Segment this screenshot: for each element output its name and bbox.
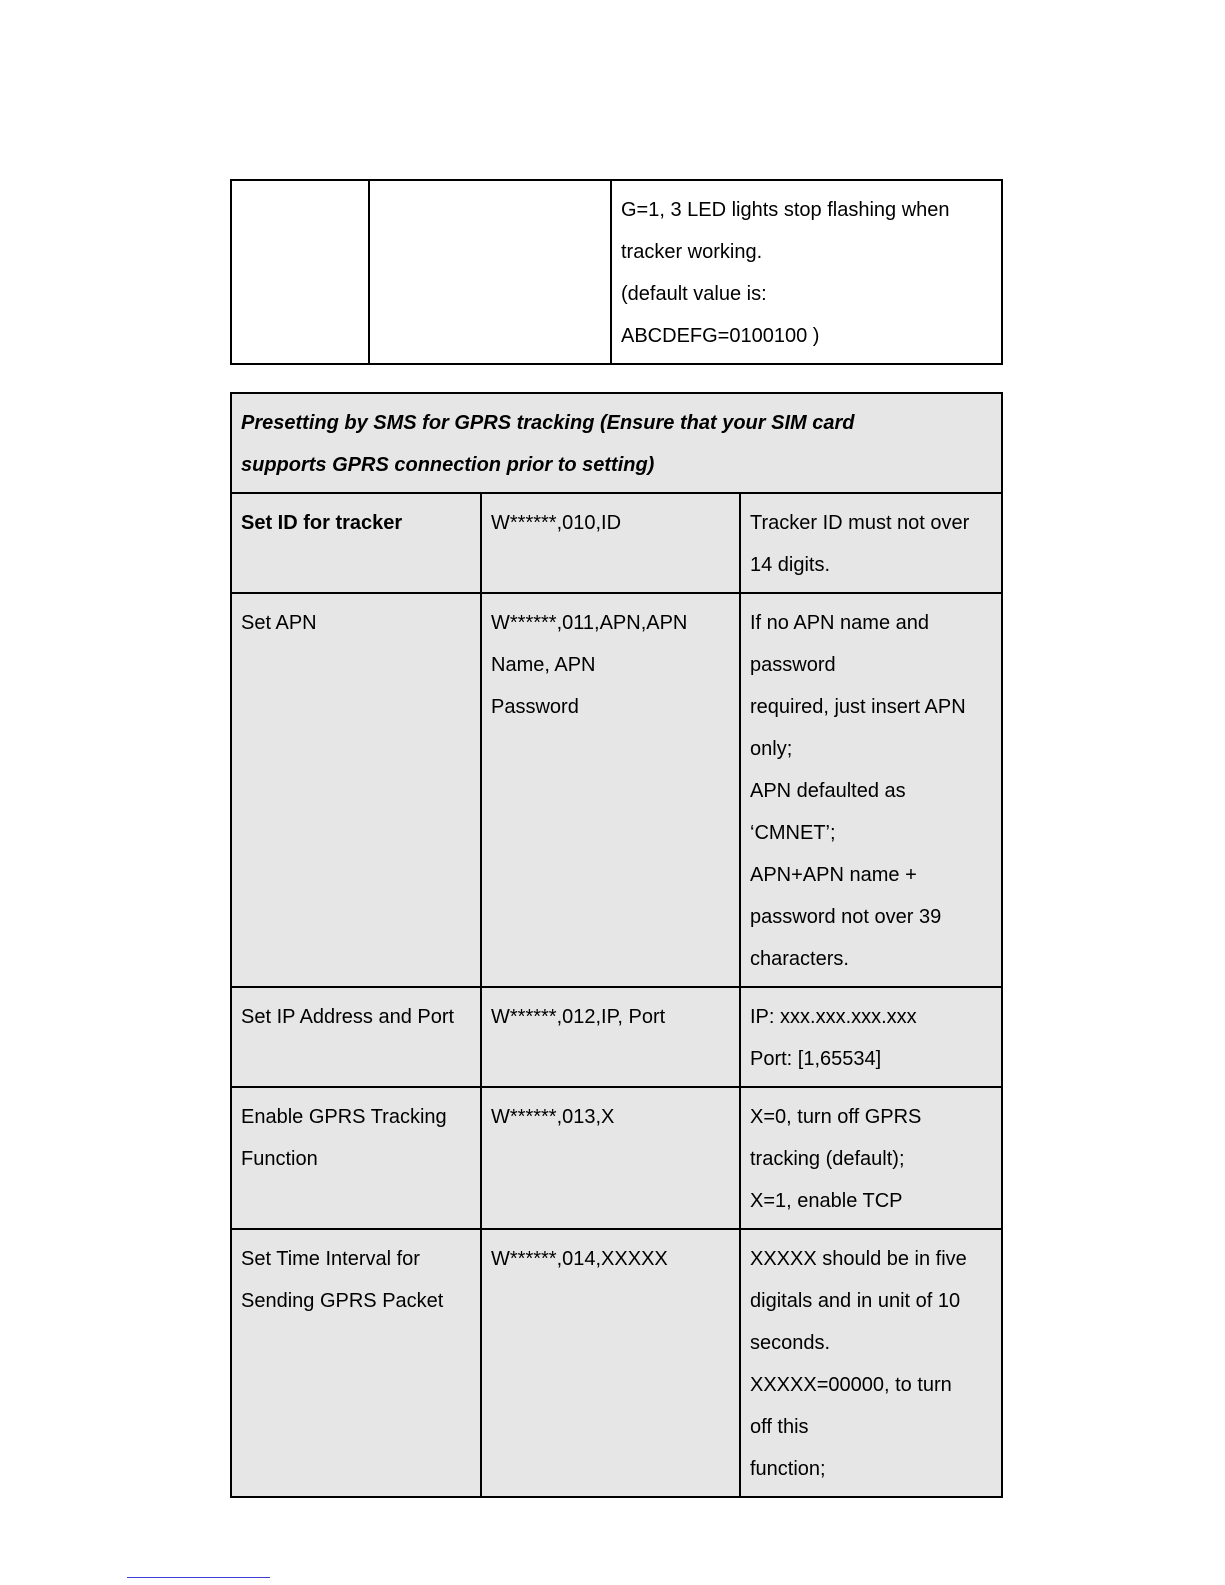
function-line: Set Time Interval for (241, 1248, 420, 1270)
function-cell (231, 493, 481, 593)
note-line: If no APN name and (750, 612, 930, 634)
note-line: tracking (default); (750, 1148, 905, 1170)
note-line: Tracker ID must not over (750, 512, 970, 534)
command-line: W******,011,APN,APN (491, 612, 688, 634)
table-header-row (231, 393, 1002, 493)
continuation-row (231, 180, 1002, 364)
command-cell (481, 593, 740, 987)
function-line: Set IP Address and Port (241, 1006, 455, 1028)
note-cell (740, 1087, 1002, 1229)
note-line: characters. (750, 948, 849, 970)
command-line: W******,014,XXXXX (491, 1248, 668, 1270)
function-cell (231, 987, 481, 1087)
function-line: Enable GPRS Tracking (241, 1106, 447, 1128)
note-line: function; (750, 1458, 826, 1480)
table-row (231, 987, 1002, 1087)
note-cell (740, 1229, 1002, 1497)
function-cell (231, 1229, 481, 1497)
command-line: Name, APN (491, 654, 596, 676)
continuation-command-cell (369, 180, 611, 364)
gprs-settings-table (230, 392, 1003, 1498)
continuation-function-cell (231, 180, 369, 364)
continuation-note-cell (611, 180, 1002, 364)
note-line: off this (750, 1416, 809, 1438)
note-line: XXXXX should be in five (750, 1248, 967, 1270)
note-line: (default value is: (621, 283, 767, 305)
footnote-separator (127, 1577, 270, 1578)
note-line: IP: xxx.xxx.xxx.xxx (750, 1006, 917, 1028)
note-cell (740, 987, 1002, 1087)
section-header (231, 393, 1002, 493)
note-line: G=1, 3 LED lights stop flashing when (621, 199, 950, 221)
table-row (231, 493, 1002, 593)
note-line: password not over 39 (750, 906, 942, 928)
command-line: W******,012,IP, Port (491, 1006, 666, 1028)
note-line: X=0, turn off GPRS (750, 1106, 922, 1128)
note-line: 14 digits. (750, 554, 831, 576)
table-row (231, 1229, 1002, 1497)
note-line: XXXXX=00000, to turn (750, 1374, 952, 1396)
command-cell (481, 1087, 740, 1229)
note-cell (740, 593, 1002, 987)
note-cell (740, 493, 1002, 593)
command-line: W******,010,ID (491, 512, 622, 534)
function-line: Function (241, 1148, 318, 1170)
function-line: Set APN (241, 612, 317, 634)
command-cell (481, 987, 740, 1087)
function-cell (231, 1087, 481, 1229)
command-cell (481, 493, 740, 593)
table-row (231, 1087, 1002, 1229)
note-line: APN+APN name + (750, 864, 917, 886)
function-cell (231, 593, 481, 987)
note-line: X=1, enable TCP (750, 1190, 903, 1212)
note-line: ABCDEFG=0100100 ) (621, 325, 820, 347)
command-cell (481, 1229, 740, 1497)
command-line: W******,013,X (491, 1106, 615, 1128)
continuation-table (230, 179, 1003, 365)
note-line: only; (750, 738, 793, 760)
note-line: APN defaulted as (750, 780, 906, 802)
note-line: seconds. (750, 1332, 831, 1354)
note-line: password (750, 654, 836, 676)
note-line: tracker working. (621, 241, 763, 263)
function-line: Sending GPRS Packet (241, 1290, 444, 1312)
note-line: required, just insert APN (750, 696, 966, 718)
note-line: digitals and in unit of 10 (750, 1290, 961, 1312)
note-line: Port: [1,65534] (750, 1048, 882, 1070)
header-line: Presetting by SMS for GPRS tracking (Ensure that your SIM card (241, 412, 855, 434)
header-line: supports GPRS connection prior to setting) (241, 454, 655, 476)
note-line: ‘CMNET’; (750, 822, 836, 844)
command-line: Password (491, 696, 579, 718)
table-row (231, 593, 1002, 987)
function-line: Set ID for tracker (241, 512, 403, 534)
